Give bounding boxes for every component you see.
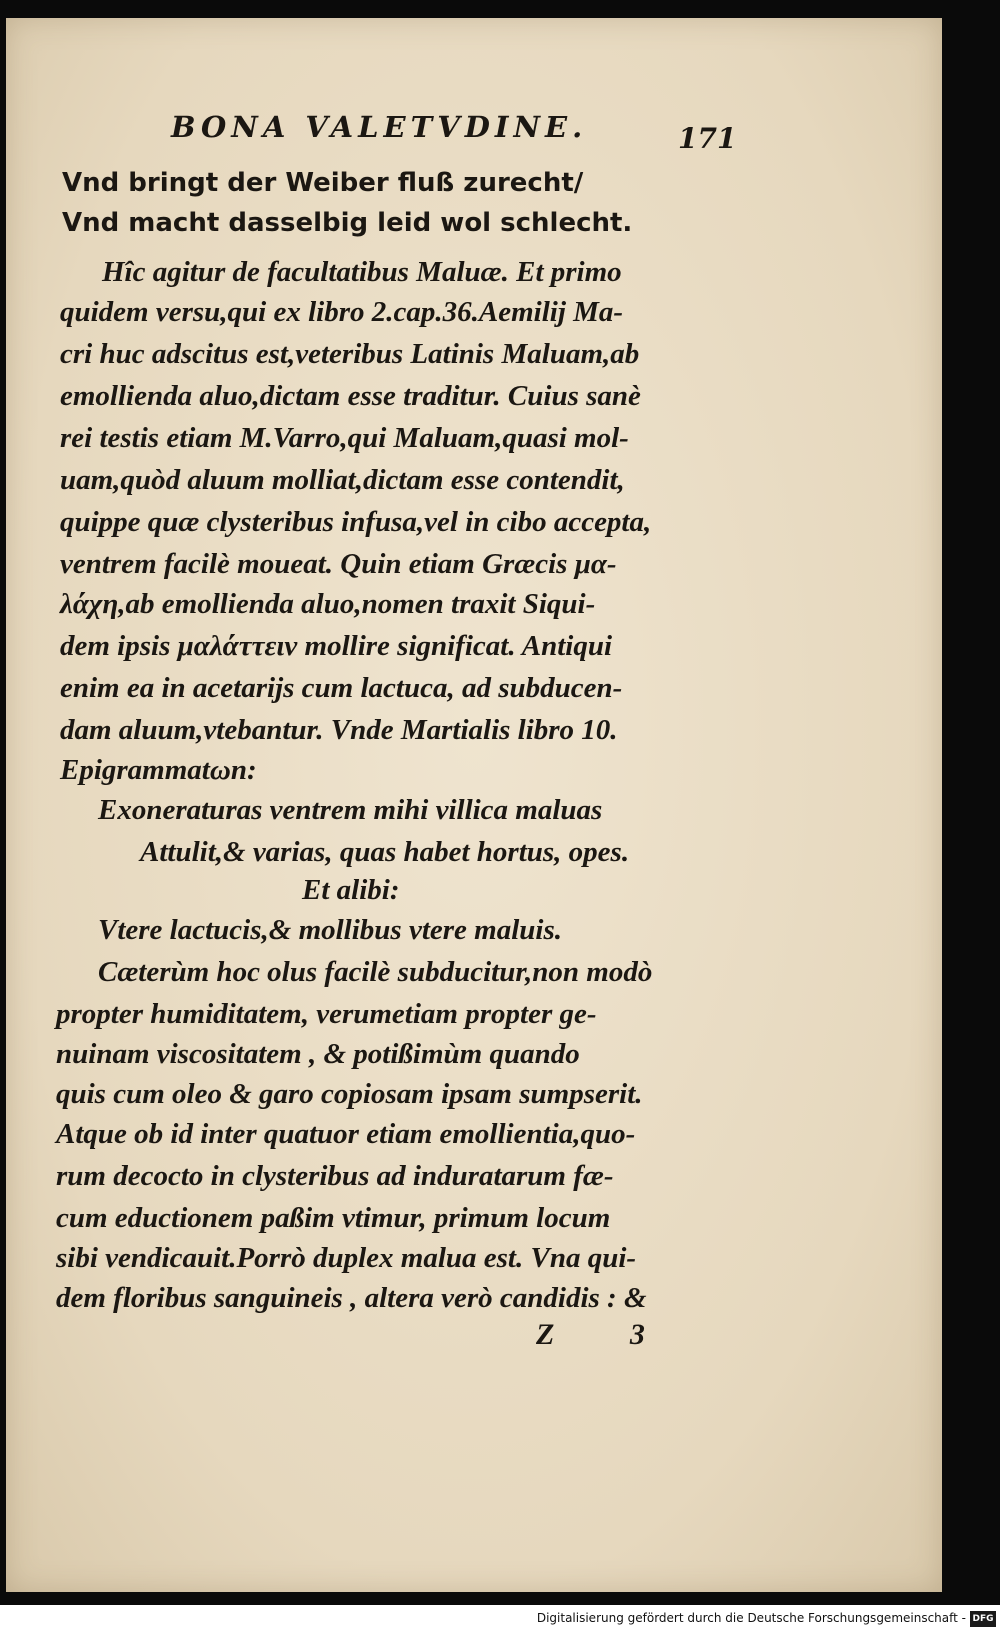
text-line: rum decocto in clysteribus ad induratarum fæ- [56,1160,614,1192]
text-line: propter humiditatem, verumetiam propter ge- [56,998,597,1030]
verse-line: Attulit,& varias, quas habet hortus, opes. [140,836,630,868]
text-line: λάχη,ab emollienda aluo,nomen traxit Siqui- [60,588,596,620]
verse-line: Exoneraturas ventrem mihi villica maluas [98,794,603,826]
text-line: dem floribus sanguineis , altera verò candidis : & [56,1282,647,1314]
book-page [6,18,942,1592]
text-line: sibi vendicauit.Porrò duplex malua est. Vna qui- [56,1242,637,1274]
text-line: ventrem facilè moueat. Quin etiam Græcis μα- [60,548,617,580]
verse-line: Vtere lactucis,& mollibus vtere maluis. [98,914,562,946]
text-line: Atque ob id inter quatuor etiam emollientia,quo- [56,1118,636,1150]
text-line: quippe quæ clysteribus infusa,vel in cibo accepta, [60,506,652,538]
text-line: Cæterùm hoc olus facilè subducitur,non modò [98,956,653,988]
text-line: dam aluum,vtebantur. Vnde Martialis libro 10. [60,714,618,746]
text-line: nuinam viscositatem , & potißimùm quando [56,1038,580,1070]
fraktur-line: Vnd macht dasselbig leid wol schlecht. [62,208,633,238]
credit-text: Digitalisierung gefördert durch die Deutsche Forschungsgemeinschaft - [536,1611,966,1625]
page-number: 171 [678,122,737,155]
text-line: quis cum oleo & garo copiosam ipsam sumpserit. [56,1078,643,1110]
text-line: dem ipsis μαλάττειν mollire significat. Antiqui [60,630,613,662]
verse-line: Et alibi: [302,874,400,906]
dfg-logo-icon: DFG [970,1611,996,1627]
text-line: cum eductionem paßim vtimur, primum locum [56,1202,611,1234]
fraktur-line: Vnd bringt der Weiber fluß zurecht/ [62,168,584,198]
text-line: Hîc agitur de facultatibus Maluæ. Et primo [102,256,622,288]
digitization-credit-bar [0,1605,1000,1633]
text-line: cri huc adscitus est,veteribus Latinis Maluam,ab [60,338,640,370]
text-line: uam,quòd aluum molliat,dictam esse contendit, [60,464,625,496]
text-line: enim ea in acetarijs cum lactuca, ad subducen- [60,672,623,704]
signature-mark: Z 3 [536,1318,679,1351]
text-line: Epigrammatωn: [60,754,257,786]
text-line: rei testis etiam M.Varro,qui Maluam,quasi mol- [60,422,629,454]
running-head: BONA VALETVDINE. [171,110,588,144]
text-line: quidem versu,qui ex libro 2.cap.36.Aemilij Ma- [60,296,624,328]
text-line: emollienda aluo,dictam esse traditur. Cuius sanè [60,380,641,412]
